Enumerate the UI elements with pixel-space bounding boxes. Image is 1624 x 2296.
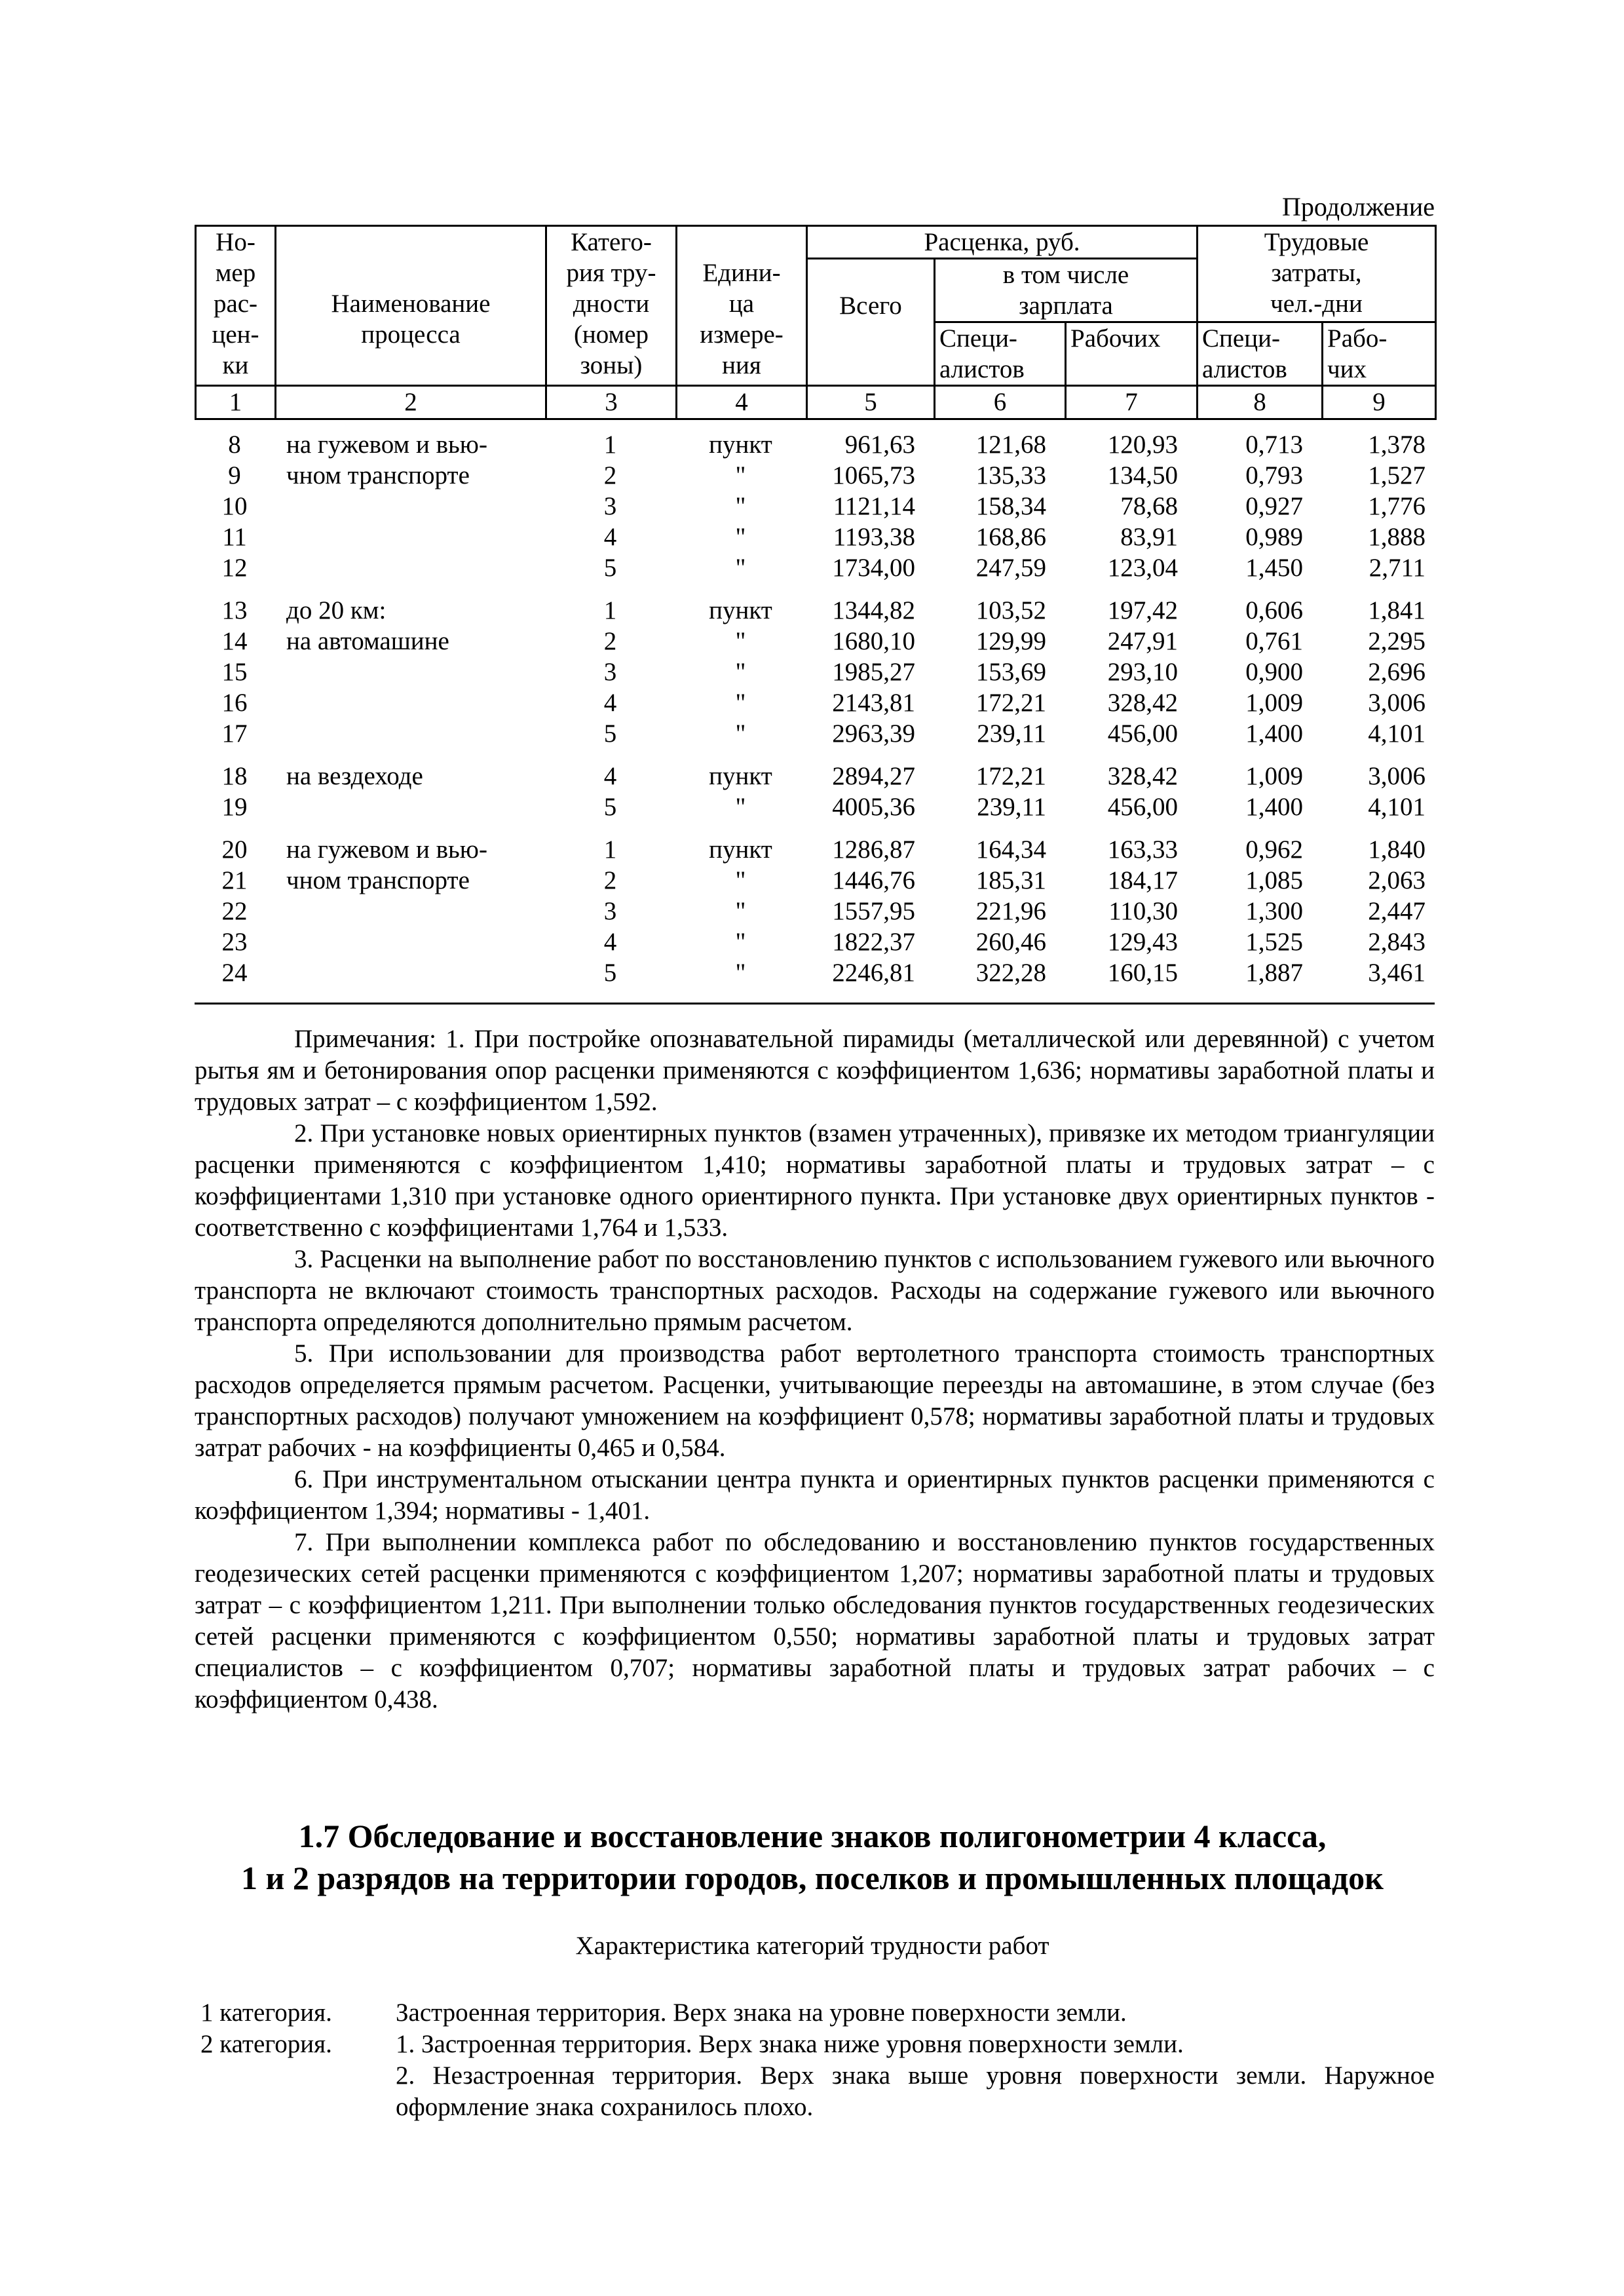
salary-specialists: 247,59	[975, 554, 1046, 582]
salary-specialists: 322,28	[975, 959, 1046, 987]
labor-specialists: 0,761	[1245, 627, 1303, 655]
total-price: 1734,00	[832, 554, 915, 582]
table-body	[195, 429, 1435, 1004]
unit-cell: "	[735, 461, 746, 489]
labor-workers: 2,696	[1368, 658, 1426, 686]
total-price: 1557,95	[832, 897, 915, 925]
salary-specialists: 172,21	[975, 689, 1046, 717]
unit-cell: пункт	[709, 762, 772, 790]
labor-specialists: 0,962	[1245, 835, 1303, 864]
process-name	[274, 522, 545, 552]
salary-workers: 110,30	[1108, 897, 1178, 925]
total-price: 1286,87	[832, 835, 915, 864]
process-name	[274, 657, 545, 687]
total-price: 2894,27	[832, 762, 915, 790]
total-price: 1344,82	[832, 596, 915, 624]
row-number: 9	[228, 461, 241, 489]
column-number: 9	[1323, 386, 1436, 419]
unit-cell: "	[735, 897, 746, 925]
table-row	[195, 865, 1435, 896]
column-number: 5	[807, 386, 935, 419]
salary-specialists: 168,86	[975, 523, 1046, 551]
total-price: 1680,10	[832, 627, 915, 655]
category-item	[200, 2029, 1435, 2123]
process-name: до 20 км:	[286, 596, 387, 624]
category-description: 2. Незастроенная территория. Верх знака выше уровня поверхности земли. Наружное оформление знака сохранилось плохо.	[396, 2061, 1435, 2121]
table-row	[195, 927, 1435, 957]
salary-specialists: 135,33	[975, 461, 1046, 489]
process-name: чном транспорте	[286, 461, 470, 489]
process-name: на автомашине	[286, 627, 449, 655]
unit-cell: "	[735, 928, 746, 956]
table-row	[195, 957, 1435, 988]
continuation-label: Продолжение	[1282, 192, 1435, 221]
salary-workers: 184,17	[1107, 866, 1178, 894]
section-subtitle: Характеристика категорий трудности работ	[575, 1932, 1049, 1960]
table-header	[195, 225, 1437, 420]
process-name	[274, 687, 545, 718]
category-cell: 5	[603, 793, 617, 821]
note-paragraph: 2. При установке новых ориентирных пунктов (взамен утраченных), привязке их методом триангуляции расценки применяются с коэффициентом 1,410; нормативы заработной платы и трудовых затрат – с коэффициентами 1,310 при установке одного ориентирного пункта. При установке двух ориентирных пунктов - соответственно с коэффициентами 1,764 и 1,533.	[195, 1119, 1435, 1242]
row-number: 10	[221, 492, 248, 520]
table-row	[195, 522, 1435, 552]
table-row	[195, 429, 1435, 460]
category-cell: 5	[603, 554, 617, 582]
labor-workers: 2,711	[1369, 554, 1426, 582]
process-name: чном транспорте	[286, 866, 470, 894]
table-row	[195, 761, 1435, 792]
category-cell: 1	[603, 596, 617, 624]
unit-cell: "	[735, 492, 746, 520]
category-cell: 1	[603, 430, 617, 459]
labor-workers: 1,527	[1368, 461, 1426, 489]
category-description: 1. Застроенная территория. Верх знака ниже уровня поверхности земли.	[396, 2030, 1184, 2058]
column-number: 3	[546, 386, 677, 419]
salary-specialists: 103,52	[975, 596, 1046, 624]
labor-specialists: 0,900	[1245, 658, 1303, 686]
category-cell: 4	[603, 523, 617, 551]
total-price: 2963,39	[832, 719, 915, 748]
table-row	[195, 657, 1435, 687]
labor-workers: 4,101	[1368, 719, 1426, 748]
price-rows	[195, 429, 1435, 988]
column-number: 4	[677, 386, 807, 419]
header-including: в том числе	[935, 259, 1198, 291]
salary-workers: 83,91	[1120, 523, 1178, 551]
unit-cell: "	[735, 523, 746, 551]
note-paragraph: 6. При инструментальном отыскании центра пункта и ориентирных пунктов расценки применяются с коэффициентом 1,394; нормативы - 1,401.	[195, 1465, 1435, 1525]
total-price: 2143,81	[832, 689, 915, 717]
salary-specialists: 239,11	[977, 719, 1046, 748]
total-price: 1822,37	[832, 928, 915, 956]
process-name	[274, 927, 545, 957]
total-price: 2246,81	[832, 959, 915, 987]
table-bottom-rule	[195, 1003, 1435, 1004]
process-name	[274, 491, 545, 522]
salary-specialists: 221,96	[975, 897, 1046, 925]
table-row	[195, 595, 1435, 626]
category-label: 1 категория.	[200, 1999, 332, 2027]
row-number: 23	[221, 928, 248, 956]
labor-workers: 1,378	[1368, 430, 1426, 459]
notes	[195, 1024, 1435, 1715]
labor-specialists: 1,400	[1245, 719, 1303, 748]
group-spacer	[195, 583, 1435, 595]
category-cell: 3	[603, 897, 617, 925]
row-number: 18	[221, 762, 248, 790]
row-number: 13	[221, 596, 248, 624]
salary-workers: 197,42	[1107, 596, 1178, 624]
labor-specialists: 1,887	[1245, 959, 1303, 987]
row-number: 14	[221, 627, 248, 655]
unit-cell: "	[735, 793, 746, 821]
process-name	[274, 552, 545, 583]
salary-workers: 328,42	[1107, 689, 1178, 717]
row-number: 12	[221, 554, 248, 582]
group-spacer	[195, 749, 1435, 761]
category-item	[200, 1997, 1435, 2029]
row-number: 16	[221, 689, 248, 717]
unit-cell: "	[735, 866, 746, 894]
process-name: на гужевом и вью-	[286, 430, 487, 459]
column-number: 1	[196, 386, 276, 419]
salary-workers: 129,43	[1107, 928, 1178, 956]
table-row	[195, 552, 1435, 583]
category-cell: 5	[603, 719, 617, 748]
salary-specialists: 158,34	[975, 492, 1046, 520]
salary-workers: 293,10	[1107, 658, 1178, 686]
category-cell: 3	[603, 492, 617, 520]
unit-cell: "	[735, 689, 746, 717]
row-number: 21	[221, 866, 248, 894]
process-name	[274, 896, 545, 927]
labor-workers: 1,888	[1368, 523, 1426, 551]
salary-specialists: 172,21	[975, 762, 1046, 790]
table-row	[195, 896, 1435, 927]
unit-cell: "	[735, 719, 746, 748]
unit-cell: "	[735, 554, 746, 582]
labor-workers: 2,295	[1368, 627, 1426, 655]
labor-specialists: 1,400	[1245, 793, 1303, 821]
category-description: Застроенная территория. Верх знака на уровне поверхности земли.	[396, 1999, 1127, 2027]
labor-specialists: 0,989	[1245, 523, 1303, 551]
category-label: 2 категория.	[200, 2030, 332, 2058]
category-cell: 2	[603, 866, 617, 894]
header-price: Расценка, руб.	[807, 226, 1198, 259]
total-price: 1985,27	[832, 658, 915, 686]
row-number: 8	[228, 430, 241, 459]
salary-specialists: 260,46	[975, 928, 1046, 956]
salary-workers: 78,68	[1120, 492, 1178, 520]
header-total: Всего	[807, 259, 935, 386]
labor-specialists: 0,927	[1245, 492, 1303, 520]
salary-workers: 160,15	[1107, 959, 1178, 987]
labor-specialists: 1,085	[1245, 866, 1303, 894]
salary-workers: 328,42	[1107, 762, 1178, 790]
note-paragraph: 7. При выполнении комплекса работ по обследованию и восстановлению пунктов государственных геодезических сетей расценки применяются с коэффициентом 1,207; нормативы заработной платы и трудовых затрат – с коэффициентом 1,211. При выполнении только обследования пунктов государственных геодезических сетей расценки применяются с коэффициентом 0,550; нормативы заработной платы и трудовых затрат специалистов – с коэффициентом 0,707; нормативы заработной платы и трудовых затрат рабочих – с коэффициентом 0,438.	[195, 1528, 1435, 1713]
salary-workers: 123,04	[1107, 554, 1178, 582]
labor-workers: 4,101	[1368, 793, 1426, 821]
category-cell: 4	[603, 762, 617, 790]
salary-specialists: 121,68	[975, 430, 1046, 459]
category-cell: 2	[603, 627, 617, 655]
header-process-name: Наименование процесса	[276, 226, 546, 386]
labor-workers: 1,840	[1368, 835, 1426, 864]
table-row	[195, 687, 1435, 718]
salary-specialists: 164,34	[975, 835, 1046, 864]
labor-specialists: 0,713	[1245, 430, 1303, 459]
column-number: 7	[1066, 386, 1198, 419]
salary-specialists: 129,99	[975, 627, 1046, 655]
salary-workers: 456,00	[1107, 793, 1178, 821]
salary-workers: 247,91	[1107, 627, 1178, 655]
salary-workers: 120,93	[1107, 430, 1178, 459]
group-spacer	[195, 822, 1435, 834]
column-numbers-row	[196, 386, 1436, 419]
category-cell: 3	[603, 658, 617, 686]
header-salary-workers: Рабочих	[1066, 322, 1198, 386]
salary-specialists: 239,11	[977, 793, 1046, 821]
unit-cell: "	[735, 627, 746, 655]
total-price: 961,63	[844, 430, 915, 459]
labor-specialists: 0,793	[1245, 461, 1303, 489]
unit-cell: пункт	[709, 430, 772, 459]
header-category: Катего- рия тру- дности (номер зоны)	[546, 226, 677, 386]
salary-workers: 456,00	[1107, 719, 1178, 748]
labor-specialists: 1,525	[1245, 928, 1303, 956]
table-row	[195, 491, 1435, 522]
table-row	[195, 460, 1435, 491]
labor-specialists: 1,300	[1245, 897, 1303, 925]
process-name	[274, 792, 545, 822]
total-price: 1446,76	[832, 866, 915, 894]
header-unit: Едини- ца измере- ния	[677, 226, 807, 386]
process-name	[274, 957, 545, 988]
labor-workers: 3,006	[1368, 762, 1426, 790]
labor-workers: 2,063	[1368, 866, 1426, 894]
labor-workers: 3,461	[1368, 959, 1426, 987]
section-title: 1.7 Обследование и восстановление знаков полигонометрии 4 класса, 1 и 2 разрядов на территории городов, поселков и промышленных площадок	[241, 1818, 1384, 1896]
total-price: 1121,14	[833, 492, 915, 520]
header-labor-specialists: Специ- алистов	[1198, 322, 1323, 386]
process-name: на гужевом и вью-	[286, 835, 487, 864]
category-cell: 2	[603, 461, 617, 489]
header-labor-workers: Рабо- чих	[1323, 322, 1436, 386]
category-cell: 4	[603, 689, 617, 717]
column-number: 8	[1198, 386, 1323, 419]
labor-specialists: 1,009	[1245, 689, 1303, 717]
header-salary-specialists: Специ- алистов	[935, 322, 1066, 386]
labor-specialists: 1,009	[1245, 762, 1303, 790]
table-row	[195, 834, 1435, 865]
unit-cell: "	[735, 959, 746, 987]
header-number: Но- мер рас- цен- ки	[196, 226, 276, 386]
process-name: на вездеходе	[286, 762, 423, 790]
row-number: 24	[221, 959, 248, 987]
table-row	[195, 626, 1435, 657]
salary-specialists: 185,31	[975, 866, 1046, 894]
row-number: 20	[221, 835, 248, 864]
category-cell: 4	[603, 928, 617, 956]
note-paragraph: Примечания: 1. При постройке опознавательной пирамиды (металлической или деревянной) с учетом рытья ям и бетонирования опор расценки применяются с коэффициентом 1,636; нормативы заработной платы и трудовых затрат – с коэффициентом 1,592.	[195, 1025, 1435, 1116]
category-cell: 5	[603, 959, 617, 987]
total-price: 4005,36	[832, 793, 915, 821]
header-labor: Трудовые затраты, чел.-дни	[1198, 226, 1436, 322]
row-number: 19	[221, 793, 248, 821]
labor-specialists: 1,450	[1245, 554, 1303, 582]
total-price: 1065,73	[832, 461, 915, 489]
row-number: 17	[221, 719, 248, 748]
unit-cell: пункт	[709, 596, 772, 624]
note-paragraph: 5. При использовании для производства работ вертолетного транспорта стоимость транспортных расходов определяется прямым расчетом. Расценки, учитывающие переезды на автомашине, в этом случае (без транспортных расходов) получают умножением на коэффициент 0,578; нормативы заработной платы и трудовых затрат рабочих - на коэффициенты 0,465 и 0,584.	[195, 1339, 1435, 1462]
row-number: 22	[221, 897, 248, 925]
salary-workers: 134,50	[1107, 461, 1178, 489]
labor-workers: 2,447	[1368, 897, 1426, 925]
total-price: 1193,38	[833, 523, 915, 551]
difficulty-categories	[200, 1997, 1435, 2123]
unit-cell: пункт	[709, 835, 772, 864]
note-paragraph: 3. Расценки на выполнение работ по восстановлению пунктов с использованием гужевого или вьючного транспорта не включают стоимость транспортных расходов. Расходы на содержание гужевого или вьючного транспорта определяются дополнительно прямым расчетом.	[195, 1245, 1435, 1336]
category-cell: 1	[603, 835, 617, 864]
row-number: 15	[221, 658, 248, 686]
header-salary: зарплата	[935, 290, 1198, 322]
salary-workers: 163,33	[1107, 835, 1178, 864]
table-row	[195, 718, 1435, 749]
unit-cell: "	[735, 658, 746, 686]
table-row	[195, 792, 1435, 822]
salary-specialists: 153,69	[975, 658, 1046, 686]
labor-workers: 1,841	[1368, 596, 1426, 624]
labor-specialists: 0,606	[1245, 596, 1303, 624]
process-name	[274, 718, 545, 749]
row-number: 11	[222, 523, 247, 551]
labor-workers: 1,776	[1368, 492, 1426, 520]
labor-workers: 2,843	[1368, 928, 1426, 956]
column-number: 6	[935, 386, 1066, 419]
labor-workers: 3,006	[1368, 689, 1426, 717]
column-number: 2	[276, 386, 546, 419]
